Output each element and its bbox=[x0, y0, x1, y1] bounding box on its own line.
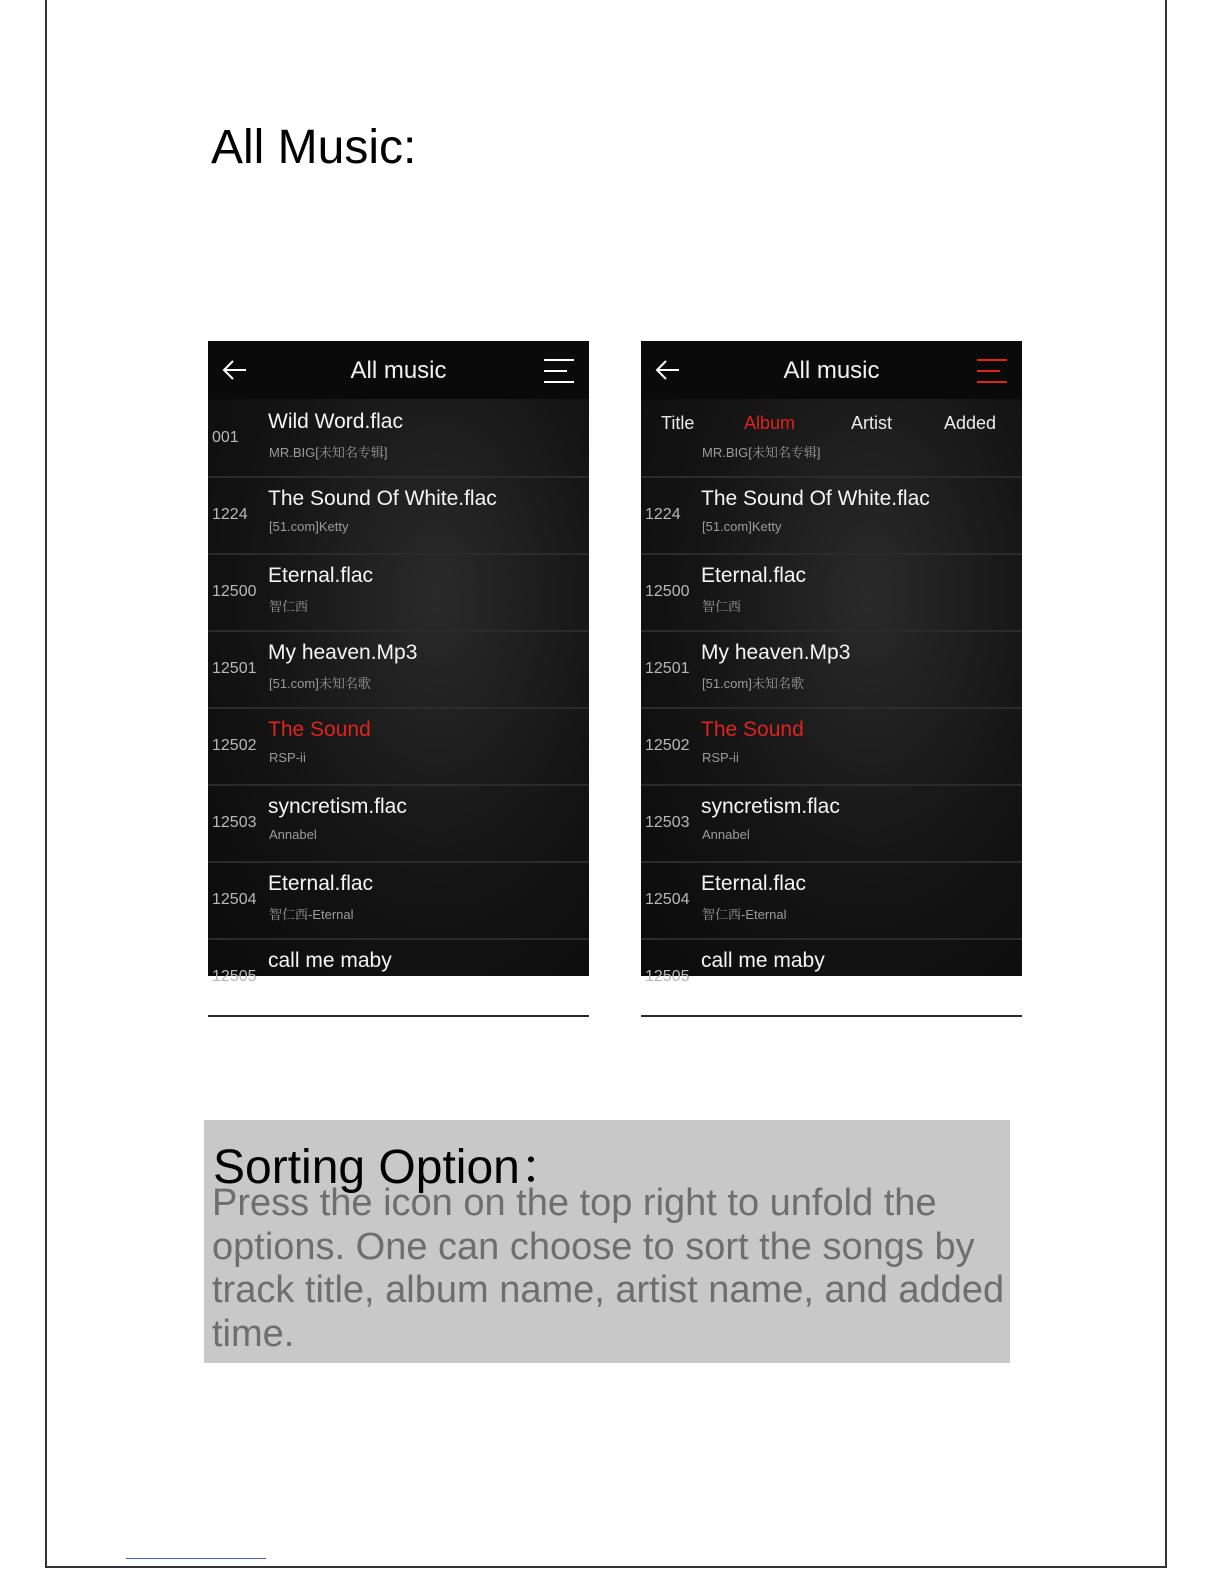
list-item[interactable] bbox=[208, 630, 589, 709]
track-artist: Annabel bbox=[269, 827, 317, 842]
track-number: 12501 bbox=[212, 660, 257, 677]
track-number: 12505 bbox=[212, 968, 257, 985]
sort-option-title[interactable]: Title bbox=[661, 413, 695, 433]
track-artist: [51.com]Ketty bbox=[702, 519, 782, 534]
track-artist: 智仁西 bbox=[269, 599, 309, 614]
track-title: Eternal.flac bbox=[701, 564, 807, 587]
track-number: 1224 bbox=[212, 506, 248, 523]
track-number: 12503 bbox=[212, 814, 257, 831]
sort-option-artist[interactable]: Artist bbox=[851, 413, 893, 433]
track-artist: Annabel bbox=[702, 827, 750, 842]
list-item-playing[interactable] bbox=[208, 707, 589, 786]
screen-title: All music bbox=[350, 357, 447, 384]
track-title: My heaven.Mp3 bbox=[701, 641, 851, 664]
list-item[interactable] bbox=[641, 784, 1022, 863]
track-title: Eternal.flac bbox=[701, 872, 807, 895]
track-title: The Sound bbox=[268, 718, 371, 741]
track-number: 12500 bbox=[645, 583, 690, 600]
page-border-left bbox=[45, 0, 47, 1568]
track-title: The Sound bbox=[701, 718, 804, 741]
track-artist: RSP-ii bbox=[269, 750, 306, 765]
list-item[interactable] bbox=[641, 476, 1022, 555]
app-header bbox=[208, 341, 589, 399]
list-item[interactable] bbox=[208, 476, 589, 555]
sort-options-bar bbox=[641, 399, 1022, 449]
track-artist: MR.BIG[未知名专辑] bbox=[702, 445, 821, 460]
track-number: 12504 bbox=[645, 891, 690, 908]
track-artist: [51.com]Ketty bbox=[269, 519, 349, 534]
track-title: Eternal.flac bbox=[268, 564, 374, 587]
track-artist: 智仁西-Eternal bbox=[702, 907, 787, 922]
sort-menu-icon[interactable] bbox=[976, 358, 1008, 384]
sort-option-album[interactable]: Album bbox=[744, 413, 796, 433]
list-item[interactable] bbox=[641, 553, 1022, 632]
track-number: 12502 bbox=[212, 737, 257, 754]
footer-rule bbox=[126, 1558, 266, 1559]
note-heading: Sorting Option： bbox=[213, 1141, 568, 1194]
list-item[interactable] bbox=[208, 784, 589, 863]
track-number: 12500 bbox=[212, 583, 257, 600]
track-number: 12504 bbox=[212, 891, 257, 908]
track-title: The Sound Of White.flac bbox=[701, 487, 930, 510]
list-item[interactable] bbox=[641, 861, 1022, 940]
track-number: 12505 bbox=[645, 968, 690, 985]
track-artist: RSP-ii bbox=[702, 750, 739, 765]
track-artist: [51.com]未知名歌 bbox=[702, 676, 804, 691]
track-number: 12501 bbox=[645, 660, 690, 677]
track-title: call me maby bbox=[268, 949, 392, 972]
list-item[interactable] bbox=[208, 399, 589, 478]
list-item[interactable] bbox=[208, 861, 589, 940]
sort-option-added[interactable]: Added bbox=[944, 413, 997, 433]
track-title: Eternal.flac bbox=[268, 872, 374, 895]
track-title: syncretism.flac bbox=[268, 795, 407, 818]
track-number: 1224 bbox=[645, 506, 681, 523]
page-border-bottom bbox=[45, 1566, 1167, 1568]
app-header bbox=[641, 341, 1022, 399]
track-number: 001 bbox=[212, 429, 239, 446]
list-item[interactable] bbox=[208, 553, 589, 632]
list-item[interactable] bbox=[641, 938, 1022, 1017]
list-item[interactable] bbox=[641, 630, 1022, 709]
screenshot-all-music bbox=[208, 341, 589, 985]
sort-menu-icon[interactable] bbox=[543, 358, 575, 384]
track-number: 12503 bbox=[645, 814, 690, 831]
track-title: call me maby bbox=[701, 949, 825, 972]
track-title: The Sound Of White.flac bbox=[268, 487, 497, 510]
track-artist: 智仁西-Eternal bbox=[269, 907, 354, 922]
track-artist: MR.BIG[未知名专辑] bbox=[269, 445, 388, 460]
track-title: syncretism.flac bbox=[701, 795, 840, 818]
screen-title: All music bbox=[783, 357, 880, 384]
track-number: 12502 bbox=[645, 737, 690, 754]
track-title: My heaven.Mp3 bbox=[268, 641, 418, 664]
track-artist: [51.com]未知名歌 bbox=[269, 676, 371, 691]
page-title: All Music: bbox=[211, 121, 417, 174]
note-body: Press the icon on the top right to unfold the options. One can choose to sort the songs by track title, album name, artist name, and added time. bbox=[212, 1182, 1005, 1355]
list-item-playing[interactable] bbox=[641, 707, 1022, 786]
page-border-right bbox=[1165, 0, 1167, 1568]
track-title: Wild Word.flac bbox=[268, 410, 403, 433]
track-artist: 智仁西 bbox=[702, 599, 742, 614]
sorting-option-note bbox=[204, 1120, 1010, 1363]
list-item[interactable] bbox=[208, 938, 589, 1017]
screenshot-sort-options bbox=[641, 341, 1022, 985]
